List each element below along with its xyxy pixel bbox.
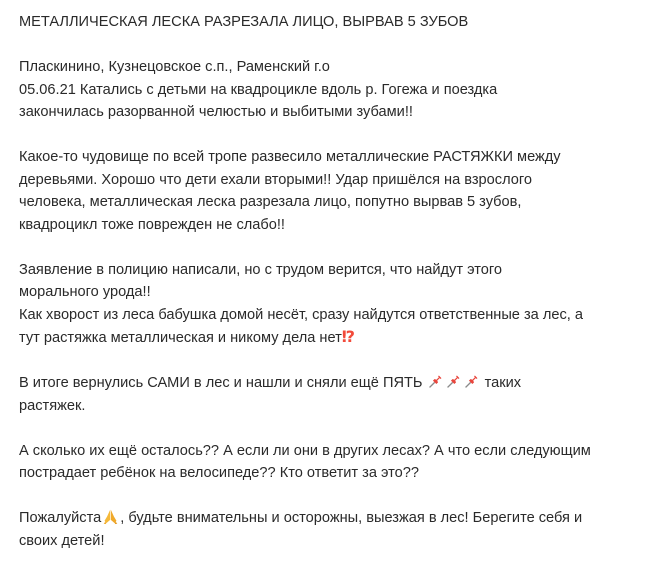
text-fragment: Пожалуйста xyxy=(19,510,102,526)
paragraph-removed xyxy=(19,372,663,417)
paragraph-plea xyxy=(19,507,663,552)
text-line: морального урода!! xyxy=(19,284,151,300)
text-fragment: , будьте внимательны и осторожны, выезжая в лес! Берегите себя и xyxy=(120,510,583,526)
text-fragment: тут растяжка металлическая и никому дела нет xyxy=(19,330,342,346)
text-line xyxy=(19,372,663,395)
text-line: 05.06.21 Катались с детьми на квадроцикле вдоль р. Гогежа и поездка xyxy=(19,81,498,98)
text-line xyxy=(19,326,663,350)
text-fragment: В итоге вернулись САМИ в лес и нашли и сняли ещё ПЯТЬ xyxy=(19,375,423,391)
text-line: квадроцикл тоже поврежден не слабо!! xyxy=(19,216,285,233)
folded-hands-icon xyxy=(102,508,119,525)
text-line: пострадает ребёнок на велосипеде?? Кто ответит за это?? xyxy=(19,465,420,481)
text-line: А сколько их ещё осталось?? А если ли они в других лесах? А что если следующим xyxy=(19,442,591,459)
text-line xyxy=(19,507,663,530)
text-line: Какое-то чудовище по всей тропе развесило металлические РАСТЯЖКИ между xyxy=(19,149,561,165)
text-line: Как хворост из леса бабушка домой несёт, сразу найдутся ответственные за лес, а xyxy=(19,306,583,323)
text-line: деревьями. Хорошо что дети ехали вторыми!! Удар пришёлся на взрослого xyxy=(19,171,532,188)
text-fragment: таких xyxy=(484,375,522,391)
paragraph-police xyxy=(19,259,663,350)
text-line: растяжек. xyxy=(19,397,86,414)
pushpin-icon xyxy=(445,373,462,390)
pushpin-icon xyxy=(463,373,480,390)
paragraph-incident xyxy=(19,146,663,236)
paragraph-questions xyxy=(19,440,663,485)
post-title: МЕТАЛЛИЧЕСКАЯ ЛЕСКА РАЗРЕЗАЛА ЛИЦО, ВЫРВАВ 5 ЗУБОВ xyxy=(19,14,469,30)
text-line: закончилась разорванной челюстью и выбитыми зубами!! xyxy=(19,104,413,120)
exclamation-question-icon: ⁉ xyxy=(341,327,353,346)
paragraph-location xyxy=(19,56,663,124)
location-line: Пласкинино, Кузнецовское с.п., Раменский г.о xyxy=(19,59,330,75)
text-line: человека, металлическая леска разрезала лицо, попутно вырвав 5 зубов, xyxy=(19,194,522,210)
text-line: Заявление в полицию написали, но с трудом верится, что найдут этого xyxy=(19,261,502,278)
pushpin-icon xyxy=(427,373,444,390)
text-line: своих детей! xyxy=(19,532,105,549)
